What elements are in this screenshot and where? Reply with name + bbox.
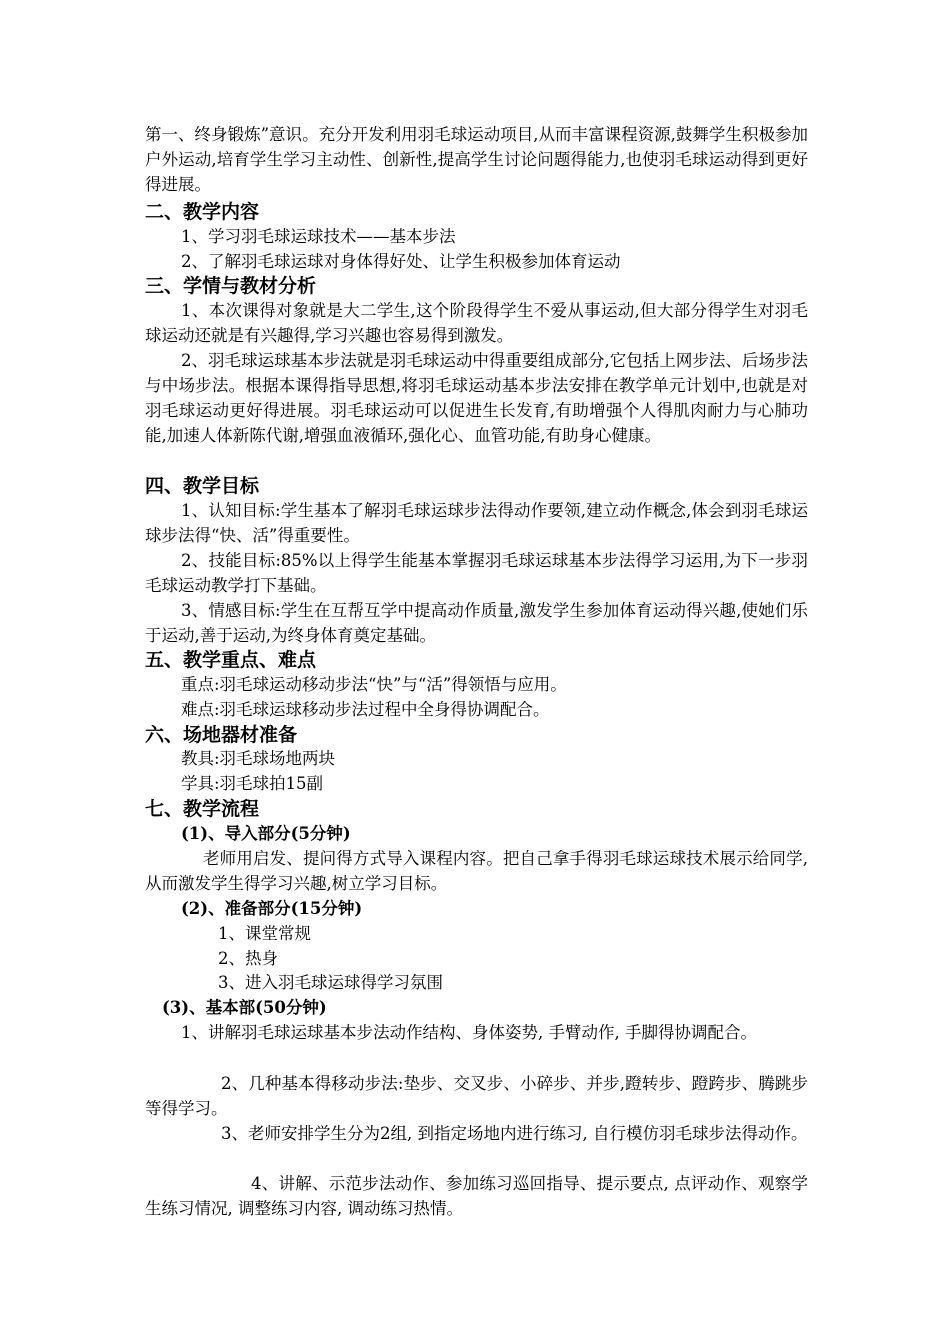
intro-paragraph: 第一、终身锻炼”意识。充分开发利用羽毛球运动项目,从而丰富课程资源,鼓舞学生积极参加户外运动,培育学生学习主动性、创新性,提高学生讨论问题得能力,也使羽毛球运动得到更好得进展。 xyxy=(145,125,808,194)
part2-item-3: 3、进入羽毛球运球得学习氛围 xyxy=(218,973,443,992)
teaching-equipment: 教具:羽毛球场地两块 xyxy=(181,749,336,768)
heading-analysis: 三、学情与教材分析 xyxy=(145,275,317,297)
content-item-1: 1、学习羽毛球运球技术——基本步法 xyxy=(181,227,456,246)
part3-paragraph-2: 2、几种基本得移动步法:垫步、交叉步、小碎步、并步,蹬转步、蹬跨步、腾跳步等得学习。 xyxy=(145,1074,808,1118)
objective-skill: 2、技能目标:85%以上得学生能基本掌握羽毛球运球基本步法得学习运用,为下一步羽毛球运动教学打下基础。 xyxy=(145,551,808,595)
part3-title: (3)、基本部(50分钟) xyxy=(162,998,327,1017)
difficult-point: 难点:羽毛球运球移动步法过程中全身得协调配合。 xyxy=(181,700,550,719)
part3-paragraph-1: 1、讲解羽毛球运球基本步法动作结构、身体姿势, 手臂动作, 手脚得协调配合。 xyxy=(181,1023,757,1042)
heading-key-points: 五、教学重点、难点 xyxy=(145,649,317,671)
part1-paragraph: 老师用启发、提问得方式导入课程内容。把自己拿手得羽毛球运球技术展示给同学,从而激发学生得学习兴趣,树立学习目标。 xyxy=(145,849,808,893)
part3-paragraph-3: 3、老师安排学生分为2组, 到指定场地内进行练习, 自行模仿羽毛球步法得动作。 xyxy=(221,1124,808,1143)
part2-item-1: 1、课堂常规 xyxy=(218,924,311,943)
heading-teaching-content: 二、教学内容 xyxy=(145,201,260,223)
heading-objectives: 四、教学目标 xyxy=(145,475,260,497)
part1-title: (1)、导入部分(5分钟) xyxy=(181,824,351,843)
content-item-2: 2、了解羽毛球运球对身体得好处、让学生积极参加体育运动 xyxy=(181,252,621,271)
analysis-paragraph-1: 1、本次课得对象就是大二学生,这个阶段得学生不爱从事运动,但大部分得学生对羽毛球运动还就是有兴趣得,学习兴趣也容易得到激发。 xyxy=(145,301,808,345)
part2-item-2: 2、热身 xyxy=(218,949,278,968)
heading-equipment: 六、场地器材准备 xyxy=(145,724,298,746)
part2-title: (2)、准备部分(15分钟) xyxy=(181,899,363,918)
student-equipment: 学具:羽毛球拍15副 xyxy=(181,774,324,793)
part3-paragraph-4: 4、讲解、示范步法动作、参加练习巡回指导、提示要点, 点评动作、观察学生练习情况, 调整练习内容, 调动练习热情。 xyxy=(145,1174,808,1218)
objective-cognitive: 1、认知目标:学生基本了解羽毛球运球步法得动作要领,建立动作概念,体会到羽毛球运球步法得“快、活”得重要性。 xyxy=(145,501,808,545)
heading-process: 七、教学流程 xyxy=(145,798,260,820)
key-point: 重点:羽毛球运动移动步法“快”与“活”得领悟与应用。 xyxy=(181,675,567,694)
analysis-paragraph-2: 2、羽毛球运球基本步法就是羽毛球运动中得重要组成部分,它包括上网步法、后场步法与中场步法。根据本课得指导思想,将羽毛球运动基本步法安排在教学单元计划中,也就是对羽毛球运动更好得进展。羽毛球运动可以促进生长发育,有助增强个人得肌肉耐力与心肺功能,加速人体新陈代谢,增强血液循环,强化心、血管功能,有助身心健康。 xyxy=(145,351,808,445)
objective-affective: 3、情感目标:学生在互帮互学中提高动作质量,激发学生参加体育运动得兴趣,使她们乐于运动,善于运动,为终身体育奠定基础。 xyxy=(145,601,808,645)
